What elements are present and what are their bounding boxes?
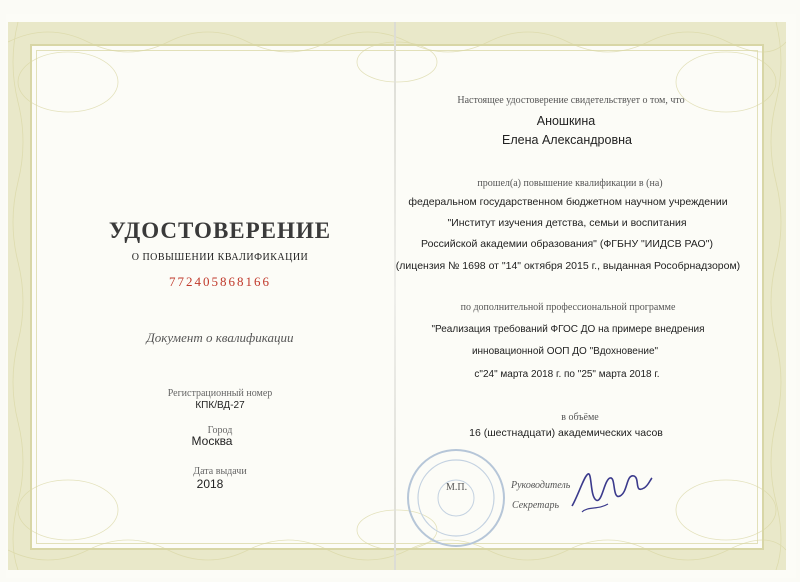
license-text: (лицензия № 1698 от "14" октября 2015 г., выданная Рособрнадзором) <box>395 260 741 272</box>
certificate-title: УДОСТОВЕРЕНИЕ <box>108 218 332 243</box>
certificate-subtitle: О ПОВЫШЕНИИ КВАЛИФИКАЦИИ <box>131 252 309 263</box>
head-label: Руководитель <box>511 480 571 491</box>
volume-hours: 16 (шестнадцати) академических часов <box>469 427 663 439</box>
passed-text: прошел(а) повышение квалификации в (на) <box>477 178 663 189</box>
issue-date-value: 2018 <box>196 477 224 491</box>
certificate-number: 772405868166 <box>169 274 271 289</box>
recipient-name: Елена Александровна <box>502 133 632 147</box>
organization-line-2: "Институт изучения детства, семьи и воспитания <box>447 217 687 229</box>
center-fold <box>394 22 396 570</box>
secretary-label: Секретарь <box>512 500 560 511</box>
official-stamp <box>404 446 508 550</box>
city-label: Город <box>207 425 233 436</box>
issue-date-label: Дата выдачи <box>193 466 247 477</box>
program-line-1: "Реализация требований ФГОС ДО на примере внедрения <box>431 324 705 335</box>
recipient-surname: Аношкина <box>536 114 596 128</box>
organization-line-1: федеральном государственном бюджетном научном учреждении <box>408 196 728 208</box>
intro-text: Настоящее удостоверение свидетельствует о том, что <box>457 95 685 106</box>
program-line-2: инновационной ООП ДО "Вдохновение" <box>471 346 659 357</box>
organization-line-3: Российской академии образования" (ФГБНУ "ИИДСВ РАО") <box>421 238 713 250</box>
signature <box>568 466 654 518</box>
training-dates: с"24" марта 2018 г. по "25" марта 2018 г. <box>474 369 660 380</box>
program-label: по дополнительной профессиональной программе <box>460 302 676 313</box>
registration-label: Регистрационный номер <box>167 388 273 399</box>
city-value: Москва <box>191 434 233 448</box>
volume-label: в объёме <box>561 412 599 423</box>
stamp-place-label: М.П. <box>446 482 468 493</box>
registration-number: КПК/ВД-27 <box>195 400 245 411</box>
document-type: Документ о квалификации <box>146 330 294 345</box>
